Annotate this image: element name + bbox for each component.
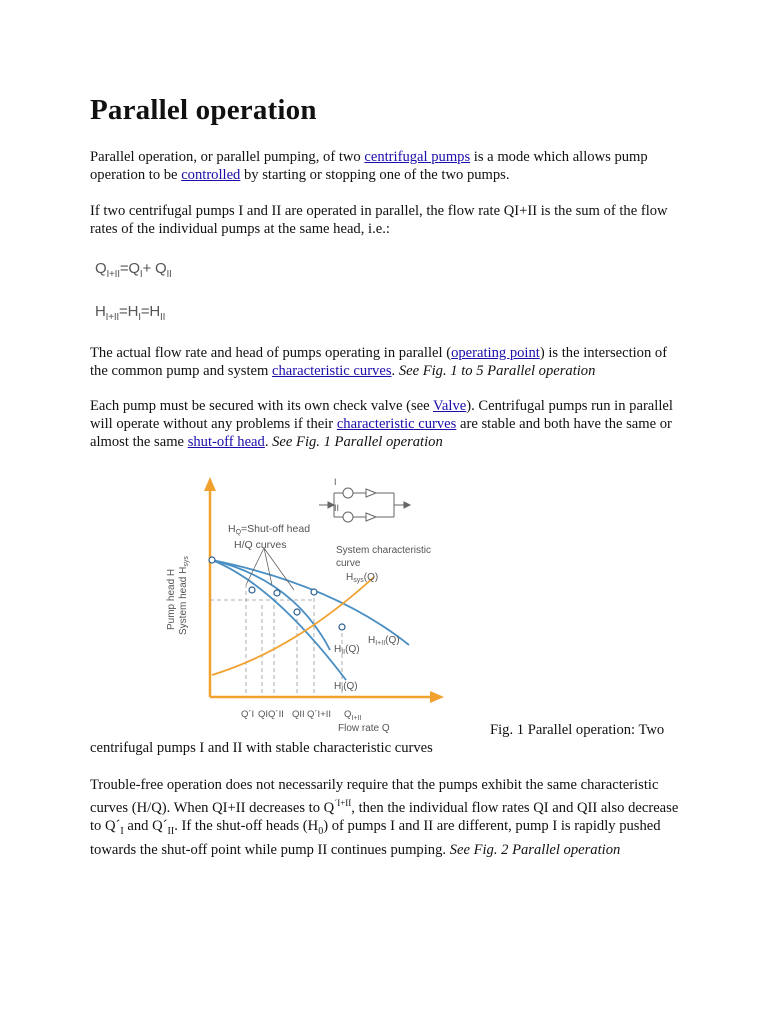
- link-characteristic-curves-2[interactable]: characteristic curves: [336, 416, 457, 432]
- link-controlled[interactable]: controlled: [181, 167, 241, 183]
- curve-system: [212, 577, 374, 675]
- figure-caption-line2: centrifugal pumps I and II with stable characteristic curves: [90, 740, 433, 756]
- link-shut-off-head[interactable]: shut-off head: [187, 434, 265, 450]
- operating-point-paragraph: The actual flow rate and head of pumps operating in parallel (operating point) is the intersection of the common pump and system characteristic curves. See Fig. 1 to 5 Parallel operation: [90, 345, 668, 379]
- x-tick: QIQ´II: [258, 709, 284, 720]
- check-valve-paragraph: Each pump must be secured with its own check valve (see Valve). Centrifugal pumps run in parallel will operate without any problems if their characteristic curves are stable and both have the same or almost the same shut-off head. See Fig. 1 Parallel operation: [90, 398, 673, 450]
- intro-paragraph: [90, 148, 680, 184]
- link-centrifugal-pumps[interactable]: centrifugal pumps: [364, 149, 471, 165]
- formula-head: $H_{I+II}=H_I=H_{II}$: [95, 303, 166, 323]
- flow-rate-paragraph: If two centrifugal pumps I and II are operated in parallel, the flow rate QI+II is the sum of the flow rates of the individual pumps at the same head, i.e.:: [90, 203, 668, 237]
- link-valve[interactable]: Valve: [433, 398, 467, 414]
- hq-shutoff-label: HQ=Shut-off head: [228, 523, 311, 536]
- figure-reference: See Fig. 1 Parallel operation: [272, 434, 443, 450]
- pump-schematic-icon: [319, 488, 410, 522]
- text: is a mode which allows pump operation to be: [90, 149, 648, 183]
- figure-reference: See Fig. 1 to 5 Parallel operation: [398, 363, 596, 379]
- hq-curves-label: H/Q curves: [234, 539, 287, 551]
- troublefree-paragraph: Trouble-free operation does not necessarily require that the pumps exhibit the same characteristic curves (H/Q). When QI+II decreases to $Q^{´I+II}$, then the individual flow rates QI and QII also decrease to $Q´_I$ and $Q´_{II}$. If the shut-off heads $(H_0)$ of pumps I and II are different, pump I is rapidly pushed towards the shut-off point while pump II continues pumping. See Fig. 2 Parallel operation: [90, 777, 679, 858]
- figure-caption-line1: Fig. 1 Parallel operation: Two: [490, 722, 665, 738]
- x-tick: Q´I+II: [307, 709, 332, 720]
- y-label-pump-head: Pump head H: [166, 568, 177, 630]
- curve-hi-ii: [212, 560, 409, 645]
- y-label-system-head: System head $H_{sys}$: [178, 556, 190, 635]
- pump-ii-label: II: [334, 503, 340, 513]
- x-axis-arrow: [430, 691, 444, 703]
- figure-parallel-operation: [154, 465, 454, 745]
- figure-reference: See Fig. 2 Parallel operation: [449, 841, 621, 858]
- text: Parallel operation, or parallel pumping, of two: [90, 149, 365, 165]
- x-axis-label: Flow rate Q: [338, 723, 390, 734]
- pump-i-label: I: [334, 477, 337, 487]
- link-operating-point[interactable]: operating point: [451, 345, 540, 361]
- y-axis-arrow: [204, 477, 216, 491]
- curve-hii: [212, 560, 330, 650]
- system-curve-label-1: System characteristic: [336, 545, 432, 556]
- formula-flow: $Q_{I+II}=Q_I+ Q_{II}$: [95, 260, 172, 280]
- text: by starting or stopping one of the two pumps.: [240, 167, 510, 183]
- hii-label: $H_{II}(Q)$: [334, 644, 360, 656]
- hi-ii-label: $H_{I+II}(Q)$: [368, 635, 400, 647]
- page-title: Parallel operation: [90, 94, 317, 126]
- link-characteristic-curves[interactable]: characteristic curves: [272, 363, 392, 379]
- hsys-label: $H_{sys}(Q)$: [346, 572, 379, 584]
- x-tick: QII: [292, 709, 305, 720]
- system-curve-label-2: curve: [336, 558, 361, 569]
- x-tick: Q´I: [241, 709, 255, 720]
- x-tick-total: $Q_{I+II}$: [344, 709, 362, 722]
- hi-label: $H_I(Q)$: [334, 681, 358, 693]
